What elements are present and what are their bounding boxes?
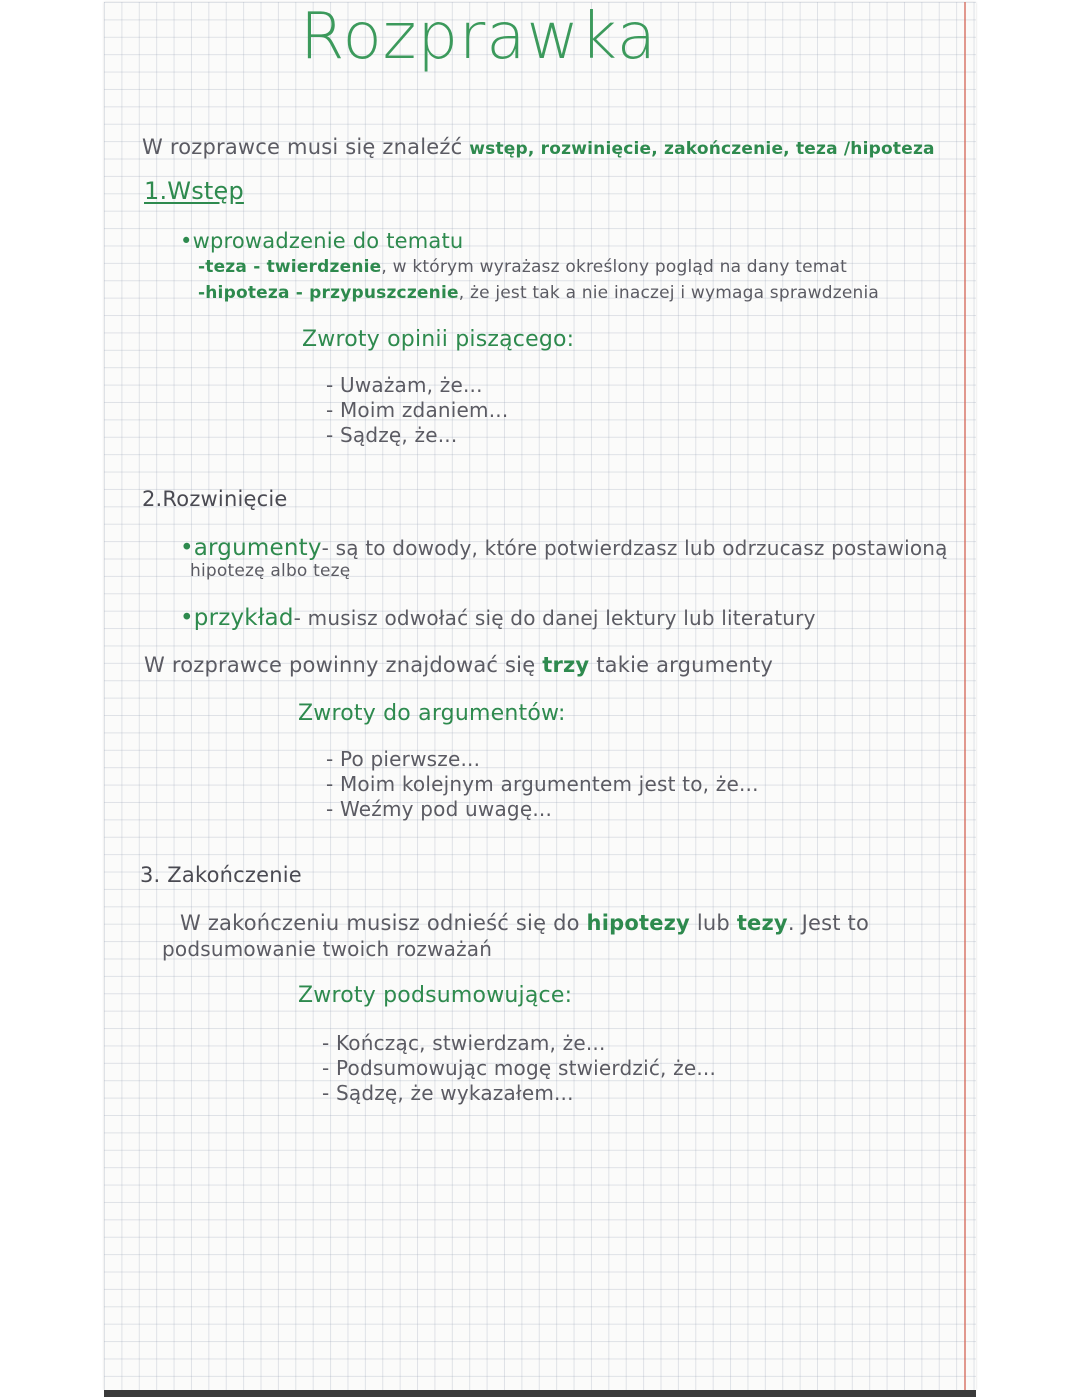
intro-bullet: •wprowadzenie do tematu xyxy=(180,229,464,253)
przyklad-definition: - musisz odwołać się do danej lektury lub literatury xyxy=(293,606,816,630)
argumenty-line xyxy=(180,536,948,561)
opinion-phrase: - Moim zdaniem... xyxy=(326,398,509,422)
hipoteza-term: -hipoteza - przypuszczenie xyxy=(198,283,459,303)
hipoteza-line xyxy=(198,284,879,303)
argumenty-term: •argumenty xyxy=(180,535,322,561)
summary-phrase: - Sądzę, że wykazałem... xyxy=(322,1081,574,1105)
conclusion-hipotezy: hipotezy xyxy=(586,911,690,935)
note-emphasis: trzy xyxy=(542,653,590,677)
argument-phrase: - Weźmy pod uwagę... xyxy=(326,797,553,821)
note-prefix: W rozprawce powinny znajdować się xyxy=(144,653,536,677)
przyklad-line xyxy=(180,606,816,631)
conclusion-tail: . Jest to xyxy=(787,911,870,935)
argument-phrase: - Po pierwsze... xyxy=(326,747,481,771)
notebook-page xyxy=(104,2,976,1390)
argument-phrase: - Moim kolejnym argumentem jest to, że... xyxy=(326,772,759,796)
teza-definition: , w którym wyrażasz określony pogląd na dany temat xyxy=(381,257,848,277)
argumenty-definition-cont: hipotezę albo tezę xyxy=(190,561,351,581)
intro-line xyxy=(142,136,935,159)
intro-prefix: W rozprawce musi się znaleźć xyxy=(142,135,463,159)
hipoteza-definition: , że jest tak a nie inaczej i wymaga sprawdzenia xyxy=(458,283,880,303)
teza-line xyxy=(198,258,847,277)
intro-elements: wstęp, rozwinięcie, zakończenie, teza /hipoteza xyxy=(469,139,935,159)
section-2-heading: 2.Rozwinięcie xyxy=(142,487,288,511)
note-suffix: takie argumenty xyxy=(596,653,774,677)
summary-phrase: - Podsumowując mogę stwierdzić, że... xyxy=(322,1056,717,1080)
conclusion-line-2: podsumowanie twoich rozważań xyxy=(162,937,493,961)
conclusion-tezy: tezy xyxy=(736,911,788,935)
opinion-phrase: - Uważam, że... xyxy=(326,373,483,397)
conclusion-text: W zakończeniu musisz odnieść się do xyxy=(180,911,580,935)
section-3-heading: 3. Zakończenie xyxy=(140,863,302,887)
summary-phrase: - Kończąc, stwierdzam, że... xyxy=(322,1031,606,1055)
argument-phrases-heading: Zwroty do argumentów: xyxy=(298,701,566,726)
page-title: Rozprawka xyxy=(300,0,657,74)
opinion-phrases-heading: Zwroty opinii piszącego: xyxy=(302,327,575,352)
margin-line xyxy=(964,2,966,1390)
teza-term: -teza - twierdzenie xyxy=(198,257,382,277)
section-1-heading: 1.Wstęp xyxy=(144,177,244,205)
argument-count-note xyxy=(144,654,773,677)
page-bottom-edge xyxy=(104,1390,976,1397)
conclusion-line-1 xyxy=(180,912,869,935)
przyklad-term: •przykład xyxy=(180,605,294,631)
argumenty-definition: - są to dowody, które potwierdzasz lub odrzucasz postawioną xyxy=(321,536,948,560)
conclusion-or: lub xyxy=(696,911,730,935)
opinion-phrase: - Sądzę, że... xyxy=(326,423,458,447)
summary-phrases-heading: Zwroty podsumowujące: xyxy=(298,983,573,1008)
